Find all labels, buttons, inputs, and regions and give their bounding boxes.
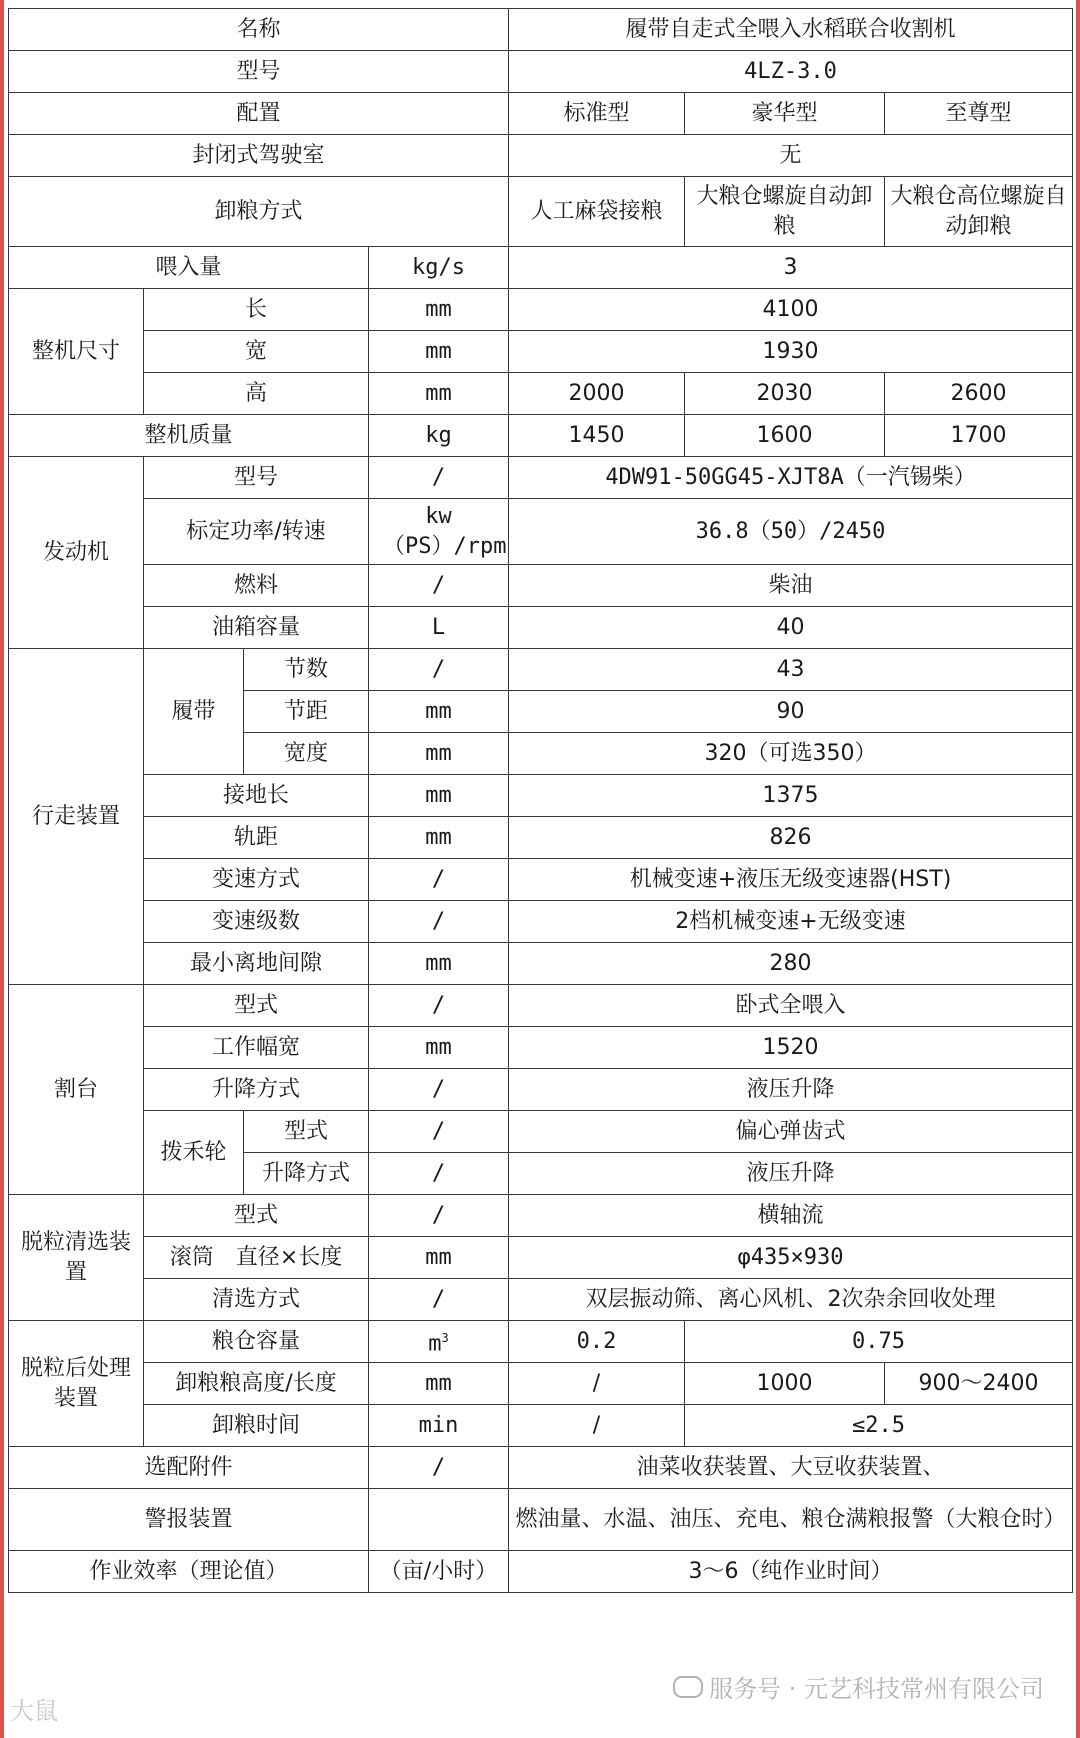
unit-unload-height: mm xyxy=(369,1363,509,1405)
row-grain-tank xyxy=(9,1321,1073,1363)
row-clean xyxy=(9,1279,1073,1321)
unit-header-type: / xyxy=(369,985,509,1027)
value-unload-time-standard: / xyxy=(509,1405,685,1447)
value-gears: 2档机械变速+无级变速 xyxy=(509,901,1073,943)
label-engine-power: 标定功率/转速 xyxy=(144,499,369,565)
unit-drum: mm xyxy=(369,1237,509,1279)
unit-shift: / xyxy=(369,859,509,901)
value-efficiency: 3～6（纯作业时间） xyxy=(509,1551,1073,1593)
row-engine-fuel xyxy=(9,565,1073,607)
row-height xyxy=(9,373,1073,415)
value-width: 1930 xyxy=(509,331,1073,373)
row-engine-model xyxy=(9,457,1073,499)
unit-length: mm xyxy=(369,289,509,331)
value-reel-type: 偏心弹齿式 xyxy=(509,1111,1073,1153)
value-mass-supreme: 1700 xyxy=(885,415,1073,457)
group-track: 履带 xyxy=(144,649,244,775)
unit-engine-tank: L xyxy=(369,607,509,649)
label-grain-tank: 粮仓容量 xyxy=(144,1321,369,1363)
row-unload-height xyxy=(9,1363,1073,1405)
row-header-type xyxy=(9,985,1073,1027)
row-cab xyxy=(9,135,1073,177)
value-thresh-type: 横轴流 xyxy=(509,1195,1073,1237)
label-track-width: 宽度 xyxy=(244,733,369,775)
row-reel-type xyxy=(9,1111,1073,1153)
value-engine-tank: 40 xyxy=(509,607,1073,649)
label-config: 配置 xyxy=(9,93,509,135)
label-thresh-type: 型式 xyxy=(144,1195,369,1237)
label-efficiency: 作业效率（理论值） xyxy=(9,1551,369,1593)
value-ground-length: 1375 xyxy=(509,775,1073,817)
value-model: 4LZ-3.0 xyxy=(509,51,1073,93)
label-track-sections: 节数 xyxy=(244,649,369,691)
value-mass-standard: 1450 xyxy=(509,415,685,457)
unit-alarm xyxy=(369,1489,509,1551)
value-unload-time-large: ≤2.5 xyxy=(685,1405,1073,1447)
unit-gauge: mm xyxy=(369,817,509,859)
row-track-sections xyxy=(9,649,1073,691)
row-engine-tank xyxy=(9,607,1073,649)
unit-options: / xyxy=(369,1447,509,1489)
label-alarm: 警报装置 xyxy=(9,1489,369,1551)
value-mass-deluxe: 1600 xyxy=(685,415,885,457)
value-track-width: 320（可选350） xyxy=(509,733,1073,775)
value-reel-lift: 液压升降 xyxy=(509,1153,1073,1195)
row-alarm xyxy=(9,1489,1073,1551)
value-unload-height-supreme: 900～2400 xyxy=(885,1363,1073,1405)
label-clean: 清选方式 xyxy=(144,1279,369,1321)
unit-grain-tank-base: m xyxy=(428,1331,442,1357)
row-gauge xyxy=(9,817,1073,859)
label-engine-fuel: 燃料 xyxy=(144,565,369,607)
unit-header-lift: / xyxy=(369,1069,509,1111)
unit-unload-time: min xyxy=(369,1405,509,1447)
value-header-width: 1520 xyxy=(509,1027,1073,1069)
unit-engine-fuel: / xyxy=(369,565,509,607)
value-engine-fuel: 柴油 xyxy=(509,565,1073,607)
unit-height: mm xyxy=(369,373,509,415)
group-reel: 拨禾轮 xyxy=(144,1111,244,1195)
row-gears xyxy=(9,901,1073,943)
group-header: 割台 xyxy=(9,985,144,1195)
label-unload-time: 卸粮时间 xyxy=(144,1405,369,1447)
value-unload-height-deluxe: 1000 xyxy=(685,1363,885,1405)
row-config xyxy=(9,93,1073,135)
value-header-type: 卧式全喂入 xyxy=(509,985,1073,1027)
value-shift: 机械变速+液压无级变速器(HST) xyxy=(509,859,1073,901)
label-header-width: 工作幅宽 xyxy=(144,1027,369,1069)
value-alarm: 燃油量、水温、油压、充电、粮仓满粮报警（大粮仓时） xyxy=(509,1489,1073,1551)
label-length: 长 xyxy=(144,289,369,331)
label-shift: 变速方式 xyxy=(144,859,369,901)
label-options: 选配附件 xyxy=(9,1447,369,1489)
watermark xyxy=(673,1669,1044,1704)
label-gauge: 轨距 xyxy=(144,817,369,859)
label-feed: 喂入量 xyxy=(9,247,369,289)
value-engine-power: 36.8（50）/2450 xyxy=(509,499,1073,565)
label-clearance: 最小离地间隙 xyxy=(144,943,369,985)
value-length: 4100 xyxy=(509,289,1073,331)
row-name xyxy=(9,9,1073,51)
unit-reel-lift: / xyxy=(369,1153,509,1195)
value-gauge: 826 xyxy=(509,817,1073,859)
value-clean: 双层振动筛、离心风机、2次杂余回收处理 xyxy=(509,1279,1073,1321)
label-track-pitch: 节距 xyxy=(244,691,369,733)
row-thresh-type xyxy=(9,1195,1073,1237)
value-feed: 3 xyxy=(509,247,1073,289)
value-header-lift: 液压升降 xyxy=(509,1069,1073,1111)
label-name: 名称 xyxy=(9,9,509,51)
label-engine-model: 型号 xyxy=(144,457,369,499)
value-config-deluxe: 豪华型 xyxy=(685,93,885,135)
unit-grain-tank-sup: 3 xyxy=(441,1331,449,1346)
value-engine-model: 4DW91-50GG45-XJT8A（一汽锡柴） xyxy=(509,457,1073,499)
unit-clearance: mm xyxy=(369,943,509,985)
label-height: 高 xyxy=(144,373,369,415)
wechat-icon xyxy=(673,1676,703,1698)
row-shift xyxy=(9,859,1073,901)
group-engine: 发动机 xyxy=(9,457,144,649)
label-unload: 卸粮方式 xyxy=(9,177,509,247)
group-walk: 行走装置 xyxy=(9,649,144,985)
value-unload-height-standard: / xyxy=(509,1363,685,1405)
value-track-sections: 43 xyxy=(509,649,1073,691)
unit-engine-power: kw（PS）/rpm xyxy=(369,499,509,565)
row-header-width xyxy=(9,1027,1073,1069)
value-name: 履带自走式全喂入水稻联合收割机 xyxy=(509,9,1073,51)
label-mass: 整机质量 xyxy=(9,415,369,457)
row-unload-time xyxy=(9,1405,1073,1447)
value-unload-auger: 大粮仓螺旋自动卸粮 xyxy=(685,177,885,247)
unit-thresh-type: / xyxy=(369,1195,509,1237)
label-drum: 滚筒 直径×长度 xyxy=(144,1237,369,1279)
group-post: 脱粒后处理装置 xyxy=(9,1321,144,1447)
label-model: 型号 xyxy=(9,51,509,93)
row-engine-power xyxy=(9,499,1073,565)
unit-track-pitch: mm xyxy=(369,691,509,733)
unit-efficiency: （亩/小时） xyxy=(369,1551,509,1593)
row-mass xyxy=(9,415,1073,457)
row-options xyxy=(9,1447,1073,1489)
label-ground-length: 接地长 xyxy=(144,775,369,817)
value-unload-manual: 人工麻袋接粮 xyxy=(509,177,685,247)
spec-table xyxy=(8,8,1073,1593)
row-header-lift xyxy=(9,1069,1073,1111)
row-unload xyxy=(9,177,1073,247)
unit-track-sections: / xyxy=(369,649,509,691)
label-gears: 变速级数 xyxy=(144,901,369,943)
row-length xyxy=(9,289,1073,331)
label-cab: 封闭式驾驶室 xyxy=(9,135,509,177)
value-height-deluxe: 2030 xyxy=(685,373,885,415)
value-height-standard: 2000 xyxy=(509,373,685,415)
label-unload-height: 卸粮粮高度/长度 xyxy=(144,1363,369,1405)
label-width: 宽 xyxy=(144,331,369,373)
unit-gears: / xyxy=(369,901,509,943)
value-config-supreme: 至尊型 xyxy=(885,93,1073,135)
unit-header-width: mm xyxy=(369,1027,509,1069)
value-cab: 无 xyxy=(509,135,1073,177)
row-ground-length xyxy=(9,775,1073,817)
value-height-supreme: 2600 xyxy=(885,373,1073,415)
value-grain-tank-large: 0.75 xyxy=(685,1321,1073,1363)
unit-width: mm xyxy=(369,331,509,373)
unit-grain-tank xyxy=(369,1321,509,1363)
value-unload-high: 大粮仓高位螺旋自动卸粮 xyxy=(885,177,1073,247)
row-feed xyxy=(9,247,1073,289)
watermark-text: 服务号 · 元艺科技常州有限公司 xyxy=(709,1675,1044,1703)
value-drum: φ435×930 xyxy=(509,1237,1073,1279)
unit-ground-length: mm xyxy=(369,775,509,817)
value-grain-tank-standard: 0.2 xyxy=(509,1321,685,1363)
label-header-type: 型式 xyxy=(144,985,369,1027)
row-clearance xyxy=(9,943,1073,985)
value-config-standard: 标准型 xyxy=(509,93,685,135)
row-drum xyxy=(9,1237,1073,1279)
value-options: 油菜收获装置、大豆收获装置、 xyxy=(509,1447,1073,1489)
unit-track-width: mm xyxy=(369,733,509,775)
value-track-pitch: 90 xyxy=(509,691,1073,733)
unit-engine-model: / xyxy=(369,457,509,499)
label-reel-type: 型式 xyxy=(244,1111,369,1153)
row-width xyxy=(9,331,1073,373)
unit-mass: kg xyxy=(369,415,509,457)
unit-feed: kg/s xyxy=(369,247,509,289)
group-size: 整机尺寸 xyxy=(9,289,144,415)
label-engine-tank: 油箱容量 xyxy=(144,607,369,649)
unit-clean: / xyxy=(369,1279,509,1321)
watermark-left: 大鼠 xyxy=(10,1697,58,1725)
group-thresh: 脱粒清选装置 xyxy=(9,1195,144,1321)
row-efficiency xyxy=(9,1551,1073,1593)
unit-reel-type: / xyxy=(369,1111,509,1153)
label-header-lift: 升降方式 xyxy=(144,1069,369,1111)
value-clearance: 280 xyxy=(509,943,1073,985)
label-reel-lift: 升降方式 xyxy=(244,1153,369,1195)
row-model xyxy=(9,51,1073,93)
